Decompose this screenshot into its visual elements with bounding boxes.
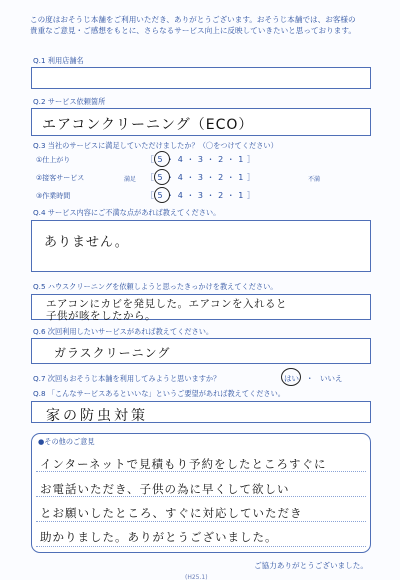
q7-label: Q.7 次回もおそうじ本舗を利用してみようと思いますか？ (33, 374, 221, 383)
q7-selected-circle (281, 368, 301, 386)
q3-row-finish-selected-circle (154, 151, 170, 167)
q6-answer: ガラスクリーニング (54, 346, 171, 360)
q4-answer: ありません。 (44, 235, 129, 250)
q3-satisfied-label: 満足 (124, 176, 137, 183)
q8-answer-box[interactable] (31, 401, 371, 423)
q2-label: Q.2 サービス依頼箇所 (33, 97, 106, 106)
q3-row-time-label: ③作業時間 (36, 192, 71, 200)
q3-row-finish[interactable] (36, 154, 366, 167)
other-comment-line-4: 助かりました。ありがとうございました。 (40, 530, 278, 544)
q4-label: Q.4 サービス内容にご不満な点があれば教えてください。 (33, 208, 221, 217)
ruled-line (36, 546, 366, 547)
q5-label: Q.5 ハウスクリーニングを依頼しようと思ったきっかけを教えてください。 (33, 282, 278, 291)
q5-answer-line-2: 子供が咳をしたから。 (46, 310, 156, 322)
footer-code: (H25.1) (185, 574, 208, 580)
q5-answer-line-1: エアコンにカビを発見した。エアコンを入れると (46, 298, 287, 310)
q1-answer-box[interactable] (31, 67, 371, 89)
q3-row-time[interactable] (36, 190, 366, 203)
q3-row-service-selected-circle (154, 169, 170, 185)
q4-answer-box[interactable] (31, 220, 371, 272)
q3-row-time-scale: ［ 5 ・ 4 ・ 3 ・ 2 ・ 1 ］ (146, 191, 256, 200)
q8-answer: 家の防虫対策 (46, 408, 148, 424)
q5-answer-box[interactable] (31, 294, 371, 320)
q3-row-finish-scale: ［ 5 ・ 4 ・ 3 ・ 2 ・ 1 ］ (146, 155, 256, 164)
intro-line-2: 貴重なご意見・ご感想をもとに、さらなるサービス向上に反映していきたいと思っております。 (30, 26, 356, 35)
q2-answer: エアコンクリーニング（ECO） (42, 117, 254, 133)
q1-label: Q.1 利用店舗名 (33, 56, 84, 65)
other-comment-line-1: インターネットで見積もり予約をしたところすぐに (40, 457, 327, 471)
q3-label: Q.3 当社のサービスに満足していただけましたか？（〇をつけてください） (33, 141, 278, 150)
q3-row-service-scale: ［ 5 ・ 4 ・ 3 ・ 2 ・ 1 ］ (146, 173, 256, 182)
intro-line-1: この度はおそうじ本舗をご利用いただき、ありがとうございます。おそうじ本舗では、お客様の (30, 15, 356, 24)
intro-text (30, 14, 375, 36)
q3-row-finish-label: ①仕上がり (36, 156, 71, 164)
other-comment-line-2: お電話いただき、子供の為に早くして欲しい (40, 482, 290, 496)
thanks-text: ご協力ありがとうございました。 (254, 561, 368, 570)
q6-answer-box[interactable] (31, 338, 371, 364)
q7-option-separator: ・ (306, 374, 314, 383)
q3-row-service[interactable] (36, 172, 376, 185)
other-comments-label: ●その他のご意見 (38, 437, 95, 446)
q7-option-no[interactable]: いいえ (320, 374, 343, 383)
q3-row-time-selected-circle (154, 187, 170, 203)
ruled-line (36, 521, 366, 522)
other-comment-line-3: とお願いしたところ、すぐに対応していただき (40, 506, 303, 520)
q2-answer-box[interactable] (31, 108, 371, 136)
q7-option-yes[interactable]: はい (284, 374, 299, 383)
q6-label: Q.6 次回利用したいサービスがあれば教えてください。 (33, 327, 214, 336)
q3-row-service-label: ②接客サービス (36, 174, 85, 182)
q3-unsatisfied-label: 不満 (308, 176, 321, 183)
q8-label: Q.8 「こんなサービスあるといいな」というご要望があれば教えてください。 (33, 389, 285, 398)
